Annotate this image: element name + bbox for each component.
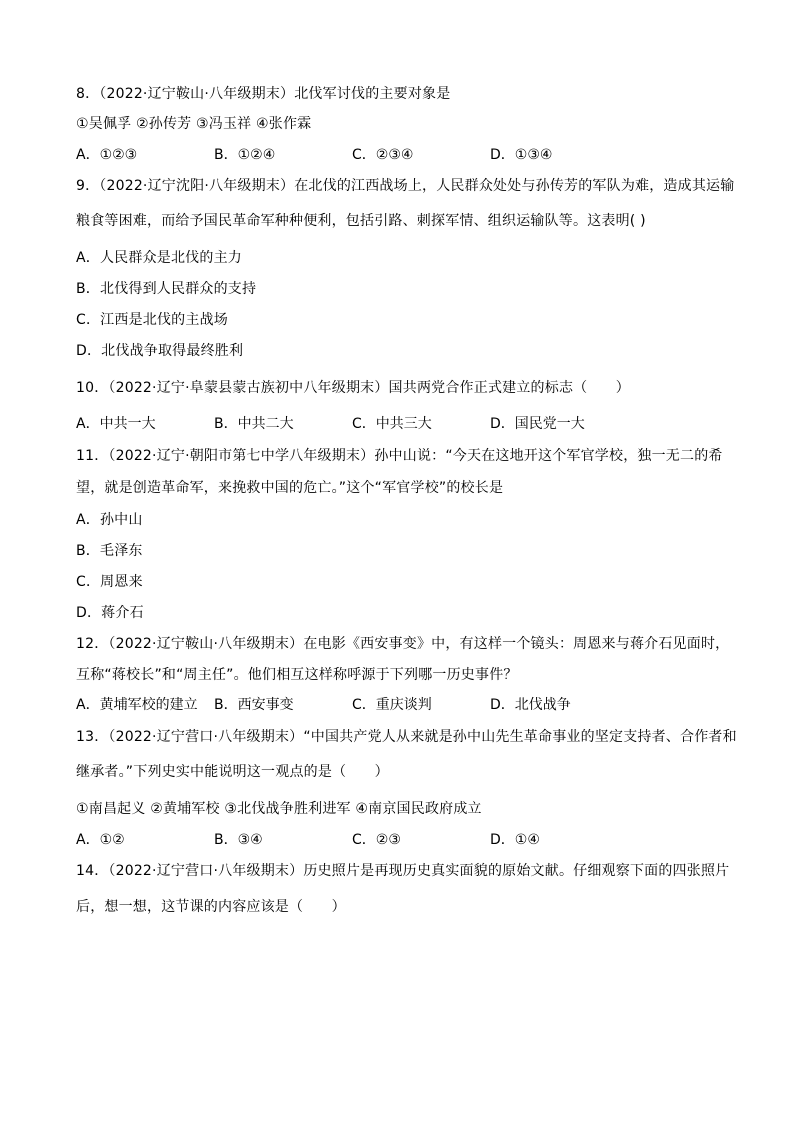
question-9-option-a: A．人民群众是北伐的主力	[76, 250, 242, 266]
question-13-items: ①南昌起义 ②黄埔军校 ③北伐战争胜利进军 ④南京国民政府成立	[76, 801, 482, 817]
question-12-option-d: D．北伐战争	[490, 697, 571, 713]
question-11-option-d: D．蒋介石	[76, 605, 144, 621]
question-11-option-b: B．毛泽东	[76, 543, 143, 559]
question-13-option-d: D．①④	[490, 832, 540, 848]
question-10-option-b: B．中共二大	[214, 416, 294, 432]
question-8-option-b: B．①②④	[214, 147, 276, 163]
question-13-stem-line-2: 继承者。”下列史实中能说明这一观点的是（ ）	[76, 764, 389, 780]
question-13-option-c: C．②③	[352, 832, 401, 848]
question-13-option-b: B．③④	[214, 832, 263, 848]
question-10-stem: 10．（2022·辽宁·阜蒙县蒙古族初中八年级期末）国共两党合作正式建立的标志（ ）	[76, 380, 630, 396]
question-10-option-d: D．国民党一大	[490, 416, 585, 432]
question-10-options	[76, 416, 716, 432]
question-8-items: ①吴佩孚 ②孙传芳 ③冯玉祥 ④张作霖	[76, 116, 312, 132]
question-8-stem: 8．（2022·辽宁鞍山·八年级期末）北伐军讨伐的主要对象是	[76, 86, 451, 102]
question-9-option-b: B．北伐得到人民群众的支持	[76, 281, 257, 297]
question-12-options	[76, 697, 716, 713]
question-12-option-a: A．黄埔军校的建立	[76, 697, 198, 713]
question-14-stem-line-2: 后，想一想，这节课的内容应该是（ ）	[76, 899, 346, 915]
question-11-stem-line-2: 望，就是创造革命军，来挽救中国的危亡。”这个“军官学校”的校长是	[76, 480, 504, 496]
question-13-option-a: A．①②	[76, 832, 125, 848]
question-9-stem-line-2: 粮食等困难，而给予国民革命军种种便利，包括引路、刺探军情、组织运输队等。这表明( )	[76, 213, 646, 229]
question-12-option-c: C．重庆谈判	[352, 697, 432, 713]
question-8-options	[76, 147, 716, 163]
question-12-option-b: B．西安事变	[214, 697, 294, 713]
question-9-stem-line-1: 9．（2022·辽宁沈阳·八年级期末）在北伐的江西战场上，人民群众处处与孙传芳的军队为难，造成其运输	[76, 178, 735, 194]
question-11-stem-line-1: 11．（2022·辽宁·朝阳市第七中学八年级期末）孙中山说：“今天在这地开这个军官学校，独一无二的希	[76, 448, 723, 464]
question-9-option-c: C．江西是北伐的主战场	[76, 312, 228, 328]
question-13-stem-line-1: 13．（2022·辽宁营口·八年级期末）“中国共产党人从来就是孙中山先生革命事业的坚定支持者、合作者和	[76, 729, 737, 745]
question-10-option-c: C．中共三大	[352, 416, 432, 432]
question-12-stem-line-1: 12．（2022·辽宁鞍山·八年级期末）在电影《西安事变》中，有这样一个镜头：周恩来与蒋介石见面时，	[76, 636, 730, 652]
question-11-option-a: A．孙中山	[76, 512, 143, 528]
question-14-stem-line-1: 14．（2022·辽宁营口·八年级期末）历史照片是再现历史真实面貌的原始文献。仔细观察下面的四张照片	[76, 863, 730, 879]
question-8-option-d: D．①③④	[490, 147, 553, 163]
question-12-stem-line-2: 互称“蒋校长”和“周主任”。他们相互这样称呼源于下列哪一历史事件？	[76, 667, 518, 683]
question-9-option-d: D．北伐战争取得最终胜利	[76, 343, 244, 359]
question-11-option-c: C．周恩来	[76, 574, 143, 590]
question-8-option-a: A．①②③	[76, 147, 138, 163]
question-8-option-c: C．②③④	[352, 147, 414, 163]
question-10-option-a: A．中共一大	[76, 416, 156, 432]
question-13-options	[76, 832, 716, 848]
